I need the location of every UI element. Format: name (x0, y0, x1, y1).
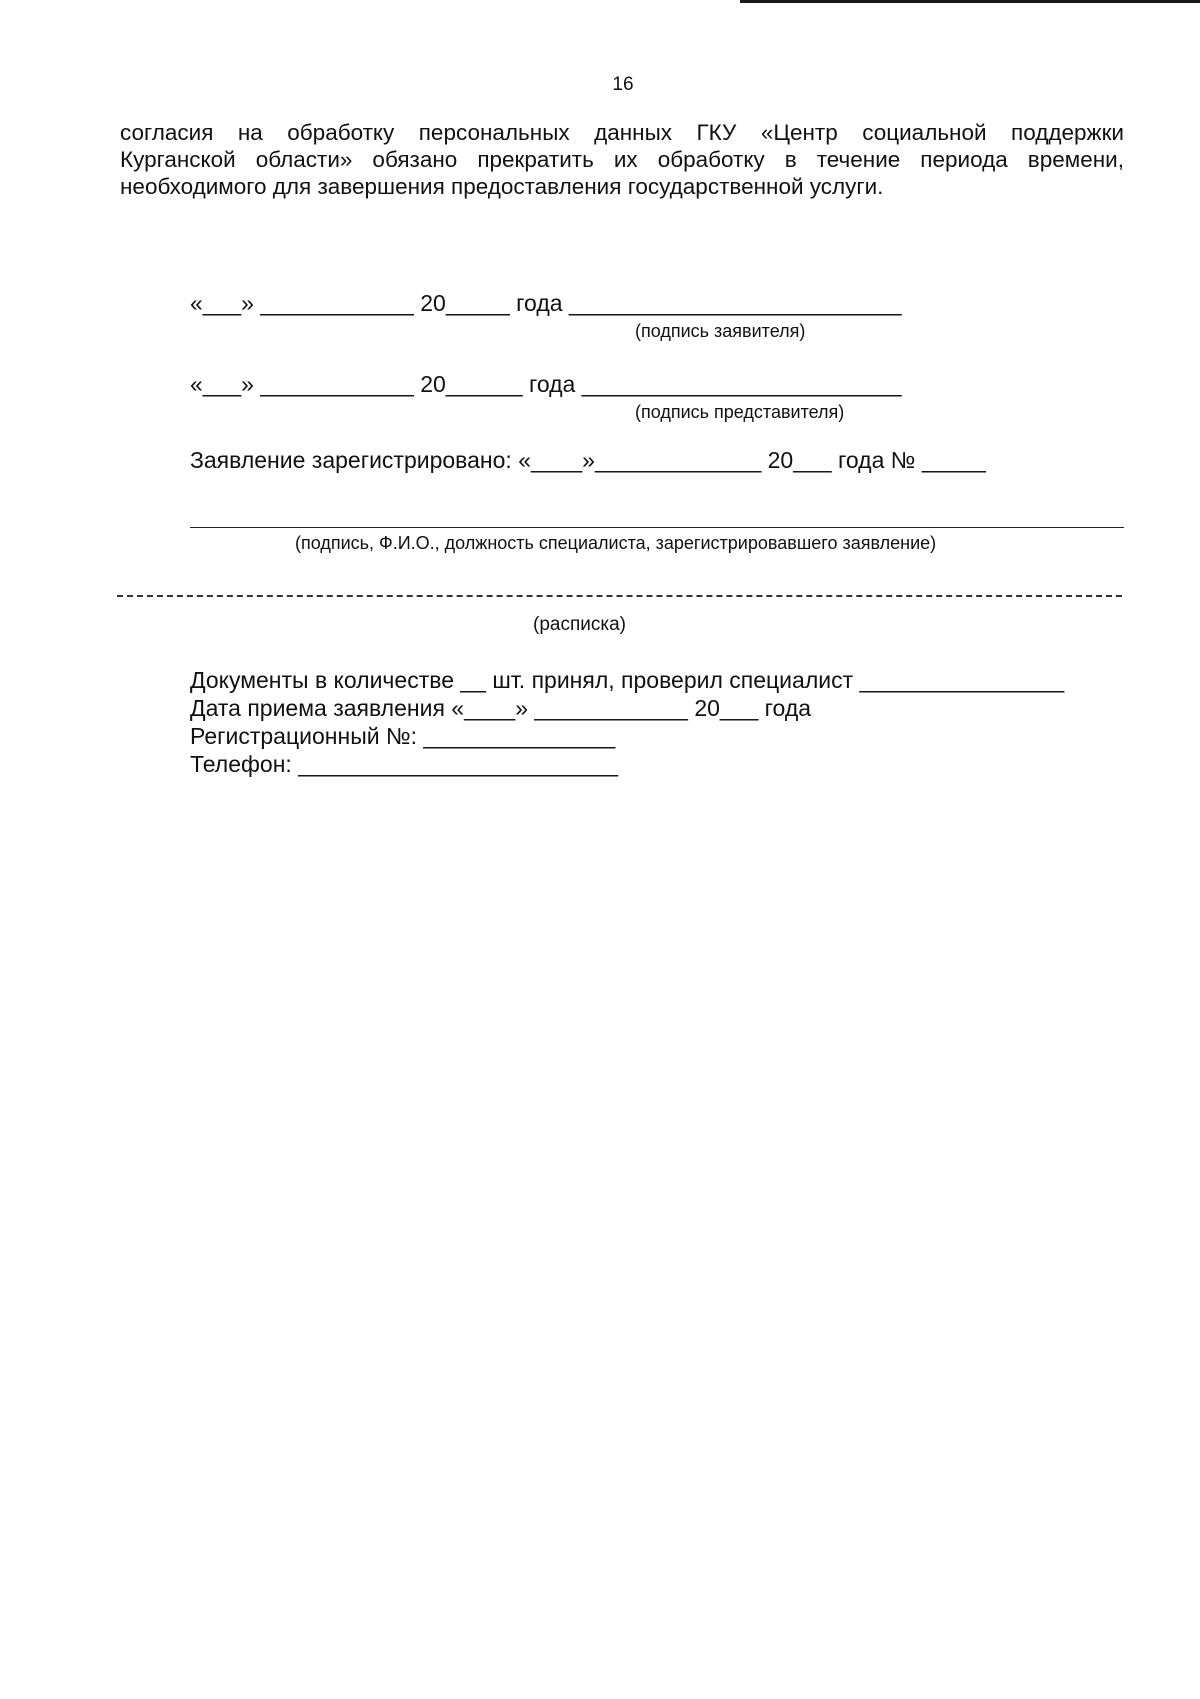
registration-line: Заявление зарегистрировано: «____»_____________ 20___ года № _____ (190, 447, 986, 473)
receipt-date-line: Дата приема заявления «____» ____________ 20___ года (190, 695, 812, 721)
applicant-signature-caption: (подпись заявителя) (635, 321, 806, 341)
paragraph-line: необходимого для завершения предоставления государственной услуги. (120, 174, 884, 199)
receipt-phone-line: Телефон: _________________________ (190, 751, 618, 777)
applicant-date-signature-line: «___» ____________ 20_____ года __________________________ (190, 290, 902, 316)
paragraph-line: согласия на обработку персональных данных ГКУ «Центр социальной поддержки (120, 120, 1124, 145)
consent-paragraph (120, 119, 1124, 200)
paragraph-line: Курганской области» обязано прекратить их обработку в течение периода времени, (120, 147, 1124, 172)
representative-signature-caption: (подпись представителя) (635, 402, 845, 422)
receipt-registration-number-line: Регистрационный №: _______________ (190, 723, 616, 749)
receipt-documents-line: Документы в количестве __ шт. принял, проверил специалист ________________ (190, 667, 1065, 693)
specialist-signature-line (190, 527, 1124, 528)
representative-date-signature-line: «___» ____________ 20______ года _________________________ (190, 371, 902, 397)
page-number: 16 (612, 74, 634, 95)
specialist-signature-caption: (подпись, Ф.И.О., должность специалиста, зарегистрировавшего заявление) (295, 533, 937, 553)
cut-line (117, 595, 1122, 597)
receipt-title: (расписка) (533, 614, 626, 635)
scan-edge-mark (740, 0, 1200, 3)
